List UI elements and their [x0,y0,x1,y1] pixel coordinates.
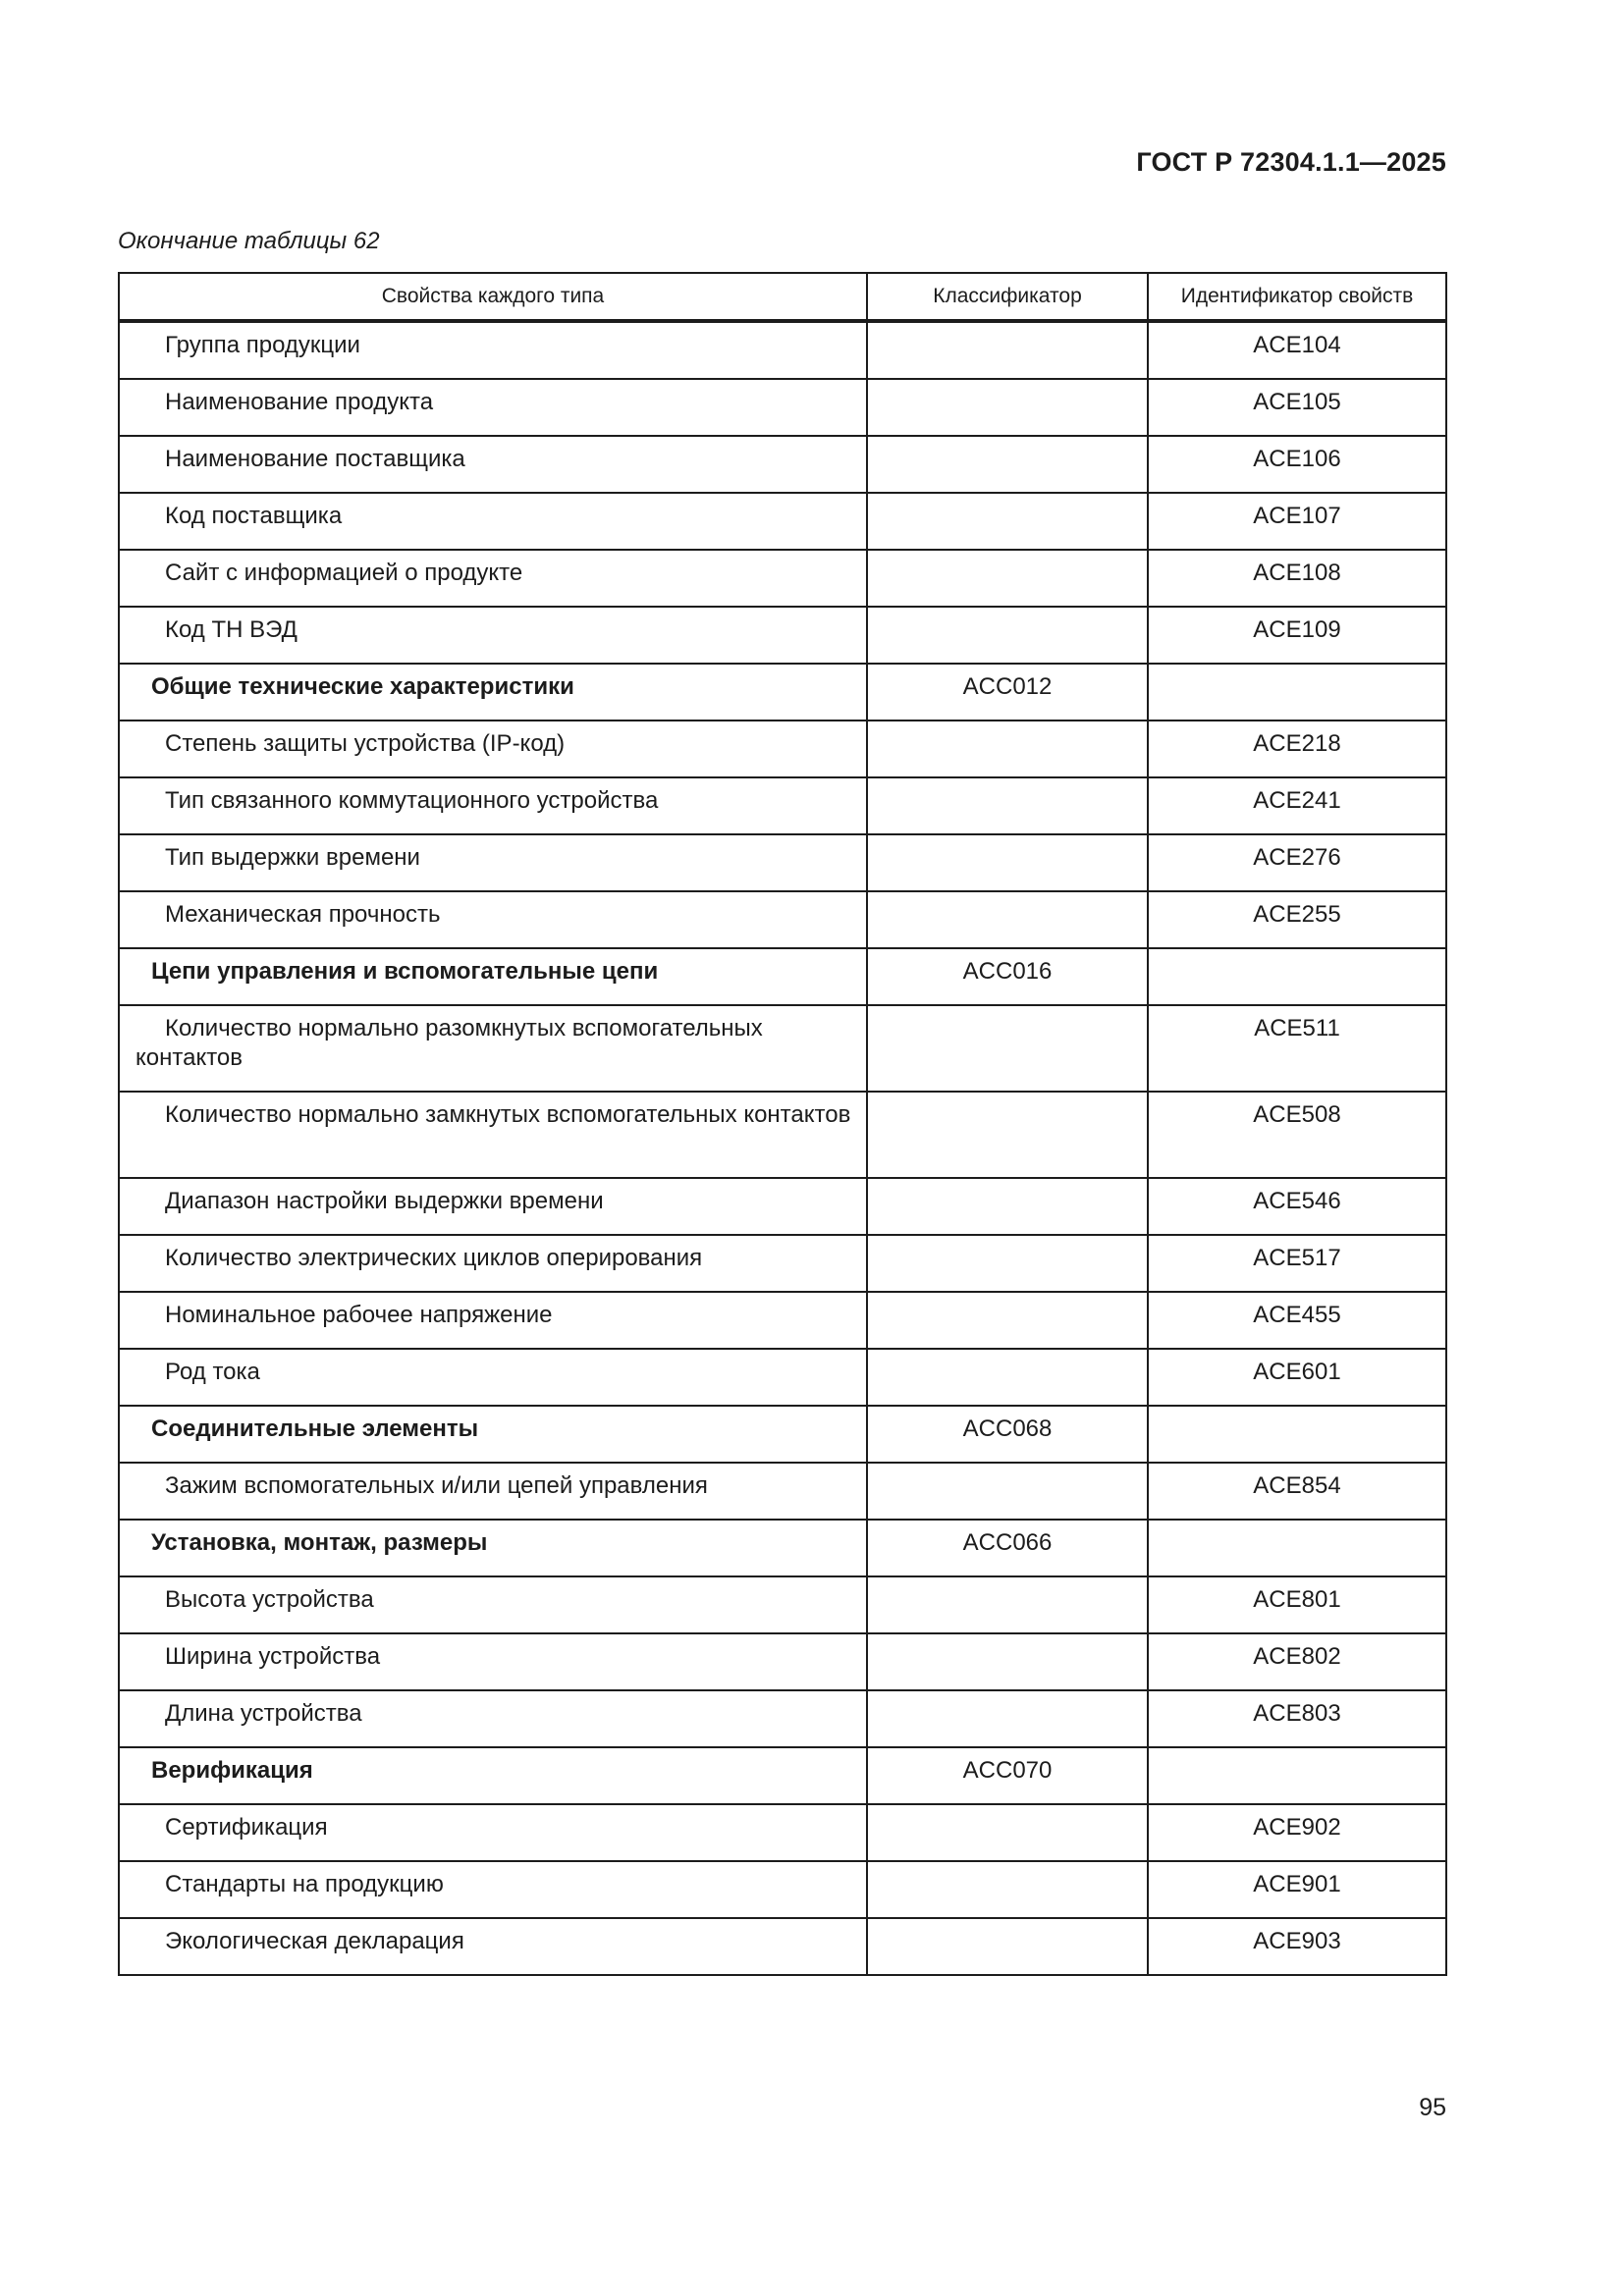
table-row [119,1235,1446,1292]
property-name-cell [119,1235,867,1292]
property-name: Наименование поставщика [165,446,465,472]
identifier-cell: ACE902 [1148,1804,1446,1861]
table-row [119,1690,1446,1747]
table-row [119,1005,1446,1092]
property-name: Наименование продукта [165,389,434,415]
classifier-cell [867,891,1148,948]
identifier-cell: ACE601 [1148,1349,1446,1406]
identifier-cell: ACE511 [1148,1005,1446,1092]
classifier-cell [867,1235,1148,1292]
classifier-cell [867,321,1148,379]
property-name-cell [119,1804,867,1861]
property-name-cell [119,1520,867,1576]
identifier-cell: ACE218 [1148,721,1446,777]
identifier-cell: ACE508 [1148,1092,1446,1178]
classifier-cell [867,436,1148,493]
property-name: Зажим вспомогательных и/или цепей управления [165,1472,708,1499]
classifier-cell [867,1861,1148,1918]
property-name: Тип связанного коммутационного устройства [165,787,659,814]
classifier-cell [867,1918,1148,1975]
property-name-cell [119,834,867,891]
identifier-cell [1148,1520,1446,1576]
property-name: Степень защиты устройства (IP-код) [165,730,566,757]
column-header-properties: Свойства каждого типа [119,273,867,321]
property-name-cell [119,1690,867,1747]
identifier-cell: ACE546 [1148,1178,1446,1235]
table-group-row [119,1406,1446,1463]
property-name-cell [119,1918,867,1975]
property-name: Цепи управления и вспомогательные цепи [151,958,659,985]
table-row [119,1463,1446,1520]
identifier-cell: ACE109 [1148,607,1446,664]
property-name: Высота устройства [165,1586,374,1613]
property-name-cell [119,891,867,948]
property-name: Номинальное рабочее напряжение [165,1302,553,1328]
classifier-cell [867,777,1148,834]
identifier-cell: ACE801 [1148,1576,1446,1633]
property-name: Механическая прочность [165,901,441,928]
classifier-cell [867,1690,1148,1747]
classifier-cell: ACC016 [867,948,1148,1005]
column-header-classifier: Классификатор [867,273,1148,321]
classifier-cell [867,721,1148,777]
table-row [119,777,1446,834]
classifier-cell [867,1092,1148,1178]
table-row [119,436,1446,493]
property-name-cell [119,1747,867,1804]
property-name-cell [119,493,867,550]
identifier-cell: ACE106 [1148,436,1446,493]
classifier-cell [867,1005,1148,1092]
table-row [119,607,1446,664]
property-name: Соединительные элементы [151,1415,479,1442]
identifier-cell: ACE105 [1148,379,1446,436]
table-row [119,1633,1446,1690]
property-name: Общие технические характеристики [151,673,574,700]
classifier-cell [867,1349,1148,1406]
table-caption: Окончание таблицы 62 [118,228,380,254]
identifier-cell: ACE455 [1148,1292,1446,1349]
classifier-cell: ACC068 [867,1406,1148,1463]
property-name: Экологическая декларация [165,1928,464,1954]
property-name-cell [119,550,867,607]
table-row [119,721,1446,777]
classifier-cell [867,1178,1148,1235]
table-header-row [119,273,1446,321]
table-row [119,891,1446,948]
property-name-cell [119,321,867,379]
property-name: Сайт с информацией о продукте [165,560,523,586]
identifier-cell [1148,664,1446,721]
identifier-cell: ACE903 [1148,1918,1446,1975]
property-name-cell [119,379,867,436]
property-name-cell [119,607,867,664]
property-name: Код поставщика [165,503,343,529]
classifier-cell [867,1633,1148,1690]
property-name: Ширина устройства [165,1643,381,1670]
property-name: Стандарты на продукцию [165,1871,444,1897]
table-row [119,1576,1446,1633]
property-name: Количество нормально разомкнутых вспомогательных контактов [135,1015,763,1071]
table-row [119,834,1446,891]
classifier-cell [867,1463,1148,1520]
identifier-cell: ACE854 [1148,1463,1446,1520]
property-name: Тип выдержки времени [165,844,420,871]
properties-table [118,272,1447,1976]
property-name: Группа продукции [165,332,360,358]
table-group-row [119,664,1446,721]
table-row [119,550,1446,607]
classifier-cell [867,550,1148,607]
identifier-cell: ACE276 [1148,834,1446,891]
property-name-cell [119,1349,867,1406]
classifier-cell [867,493,1148,550]
property-name-cell [119,1005,867,1092]
property-name-cell [119,1178,867,1235]
property-name: Количество электрических циклов оперирования [165,1245,703,1271]
table-group-row [119,1520,1446,1576]
page-number: 95 [1419,2094,1446,2121]
table-row [119,493,1446,550]
table-row [119,321,1446,379]
table-row [119,379,1446,436]
table-group-row [119,948,1446,1005]
property-name: Длина устройства [165,1700,362,1727]
property-name-cell [119,1576,867,1633]
property-name-cell [119,1463,867,1520]
property-name: Диапазон настройки выдержки времени [165,1188,604,1214]
property-name-cell [119,1092,867,1178]
classifier-cell: ACC070 [867,1747,1148,1804]
identifier-cell: ACE255 [1148,891,1446,948]
identifier-cell: ACE104 [1148,321,1446,379]
property-name-cell [119,664,867,721]
table-row [119,1178,1446,1235]
property-name: Количество нормально замкнутых вспомогательных контактов [165,1101,851,1128]
property-name-cell [119,777,867,834]
table-row [119,1918,1446,1975]
identifier-cell: ACE241 [1148,777,1446,834]
identifier-cell: ACE517 [1148,1235,1446,1292]
identifier-cell [1148,1747,1446,1804]
property-name-cell [119,1406,867,1463]
property-name-cell [119,1292,867,1349]
classifier-cell [867,379,1148,436]
table-row [119,1804,1446,1861]
property-name: Верификация [151,1757,313,1784]
classifier-cell [867,1804,1148,1861]
table-row [119,1092,1446,1178]
table-row [119,1292,1446,1349]
classifier-cell [867,1292,1148,1349]
identifier-cell [1148,948,1446,1005]
identifier-cell [1148,1406,1446,1463]
table-row [119,1349,1446,1406]
property-name-cell [119,436,867,493]
classifier-cell [867,1576,1148,1633]
property-name-cell [119,948,867,1005]
classifier-cell: ACC012 [867,664,1148,721]
property-name-cell [119,1633,867,1690]
classifier-cell [867,607,1148,664]
property-name: Установка, монтаж, размеры [151,1529,488,1556]
identifier-cell: ACE901 [1148,1861,1446,1918]
identifier-cell: ACE107 [1148,493,1446,550]
property-name: Род тока [165,1359,260,1385]
property-name: Сертификация [165,1814,328,1841]
identifier-cell: ACE802 [1148,1633,1446,1690]
identifier-cell: ACE803 [1148,1690,1446,1747]
column-header-identifier: Идентификатор свойств [1148,273,1446,321]
property-name-cell [119,1861,867,1918]
property-name-cell [119,721,867,777]
classifier-cell: ACC066 [867,1520,1148,1576]
document-code: ГОСТ Р 72304.1.1—2025 [1136,147,1446,177]
table-body [119,321,1446,1975]
property-name: Код ТН ВЭД [165,616,298,643]
identifier-cell: ACE108 [1148,550,1446,607]
classifier-cell [867,834,1148,891]
table-row [119,1861,1446,1918]
table-group-row [119,1747,1446,1804]
